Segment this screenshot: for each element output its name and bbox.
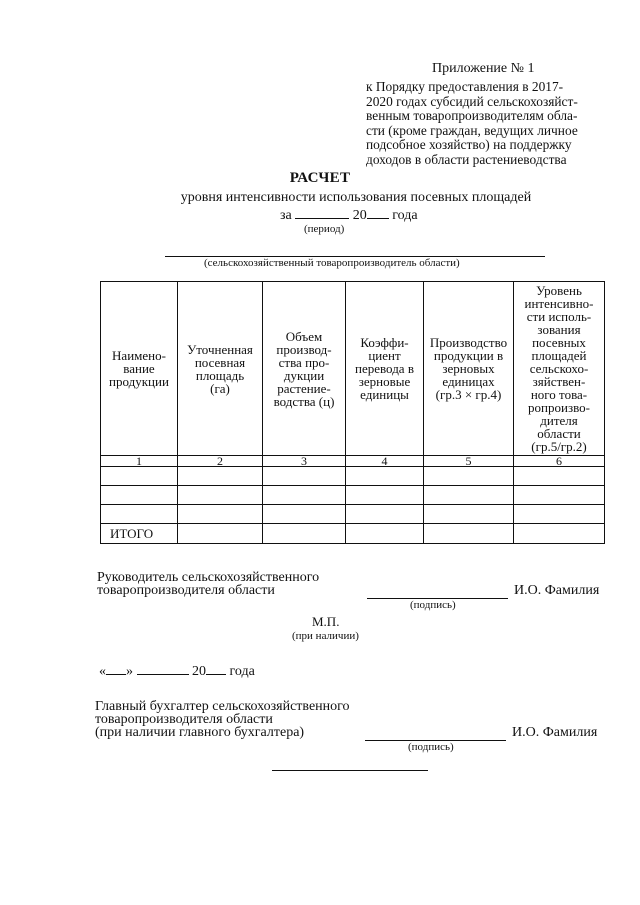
table-cell[interactable] (424, 505, 514, 524)
period-year-prefix: 20 (352, 208, 367, 223)
header-intensity-level: Уровень интенсивно- сти исполь- зования посевных площадей сельскохо- зяйствен- ного това- ропроизво- дителя области (гр.5/гр.2) (514, 282, 605, 456)
table-row (101, 505, 605, 524)
column-number: 2 (178, 456, 263, 467)
date-year-blank[interactable] (206, 662, 226, 675)
manager-name: И.О. Фамилия (514, 583, 600, 598)
accountant-signature-label: (подпись) (408, 741, 454, 753)
table-cell[interactable] (346, 486, 424, 505)
appendix-line: сти (кроме граждан, ведущих личное (366, 122, 578, 138)
stamp-note: (при наличии) (292, 630, 359, 642)
column-number: 5 (424, 456, 514, 467)
table-cell[interactable] (101, 486, 178, 505)
table-cell[interactable] (346, 505, 424, 524)
manager-signature-label: (подпись) (410, 599, 456, 611)
table-cell[interactable] (178, 505, 263, 524)
column-number: 3 (263, 456, 346, 467)
period-year-blank[interactable] (367, 206, 389, 219)
column-number-row (101, 456, 605, 467)
column-number: 4 (346, 456, 424, 467)
period-blank[interactable] (295, 206, 349, 219)
appendix-line: 2020 годах субсидий сельскохозяйст- (366, 93, 578, 109)
manager-line-1: Руководитель сельскохозяйственного (97, 570, 320, 585)
total-cell[interactable] (514, 524, 605, 544)
table-header-row (101, 282, 605, 456)
document-title: РАСЧЕТ (289, 170, 351, 186)
table-cell[interactable] (424, 467, 514, 486)
date-close-quote: » (126, 664, 133, 679)
date-day-blank[interactable] (106, 662, 126, 675)
accountant-name: И.О. Фамилия (512, 725, 598, 740)
period-suffix: года (392, 208, 418, 223)
total-label: ИТОГО (101, 524, 178, 544)
column-number: 1 (101, 456, 178, 467)
date-year-prefix: 20 (192, 664, 206, 679)
period-line (280, 206, 418, 224)
table-cell[interactable] (514, 467, 605, 486)
column-number: 6 (514, 456, 605, 467)
header-production-volume: Объем производ- ства про- дукции растение- водства (ц) (263, 282, 346, 456)
appendix-line: венным товаропроизводителям обла- (366, 108, 578, 123)
table-row (101, 467, 605, 486)
header-product-name: Наимено- вание продукции (101, 282, 178, 456)
table-cell[interactable] (101, 467, 178, 486)
table-cell[interactable] (263, 467, 346, 486)
stamp-label: М.П. (312, 614, 340, 629)
table-cell[interactable] (514, 505, 605, 524)
table-cell[interactable] (178, 467, 263, 486)
period-label: (период) (304, 223, 345, 235)
header-grain-units-production: Производство продукции в зерновых единицах (гр.3 × гр.4) (424, 282, 514, 456)
table-cell[interactable] (514, 486, 605, 505)
table-total-row (101, 524, 605, 544)
period-prefix: за (280, 208, 292, 223)
table-cell[interactable] (346, 467, 424, 486)
manager-line-2: товаропроизводителя области (97, 583, 275, 598)
appendix-title: Приложение № 1 (432, 61, 535, 76)
header-conversion-coefficient: Коэффи- циент перевода в зерновые единицы (346, 282, 424, 456)
table-cell[interactable] (101, 505, 178, 524)
appendix-line: к Порядку предоставления в 2017- (366, 79, 564, 94)
table-cell[interactable] (263, 486, 346, 505)
total-cell[interactable] (178, 524, 263, 544)
date-month-blank[interactable] (137, 662, 189, 675)
total-cell[interactable] (424, 524, 514, 544)
date-suffix: года (229, 664, 255, 679)
accountant-line-2: товаропроизводителя области (95, 712, 273, 727)
appendix-line: доходов в области растениеводства (366, 151, 567, 167)
total-cell[interactable] (346, 524, 424, 544)
producer-label: (сельскохозяйственный товаропроизводитель области) (204, 257, 460, 269)
table-cell[interactable] (263, 505, 346, 524)
date-open-quote: « (99, 664, 106, 679)
header-sown-area: Уточненная посевная площадь (га) (178, 282, 263, 456)
table-cell[interactable] (178, 486, 263, 505)
document-subtitle: уровня интенсивности использования посевных площадей (180, 190, 532, 205)
accountant-line-1: Главный бухгалтер сельскохозяйственного (95, 699, 350, 714)
table-cell[interactable] (424, 486, 514, 505)
accountant-line-3: (при наличии главного бухгалтера) (95, 725, 305, 740)
date-line (99, 662, 255, 678)
bottom-separator-line (272, 770, 428, 771)
appendix-line: подсобное хозяйство) на поддержку (366, 137, 572, 152)
appendix-reference (366, 80, 602, 167)
total-cell[interactable] (263, 524, 346, 544)
table-row (101, 486, 605, 505)
calculation-table (100, 281, 605, 544)
